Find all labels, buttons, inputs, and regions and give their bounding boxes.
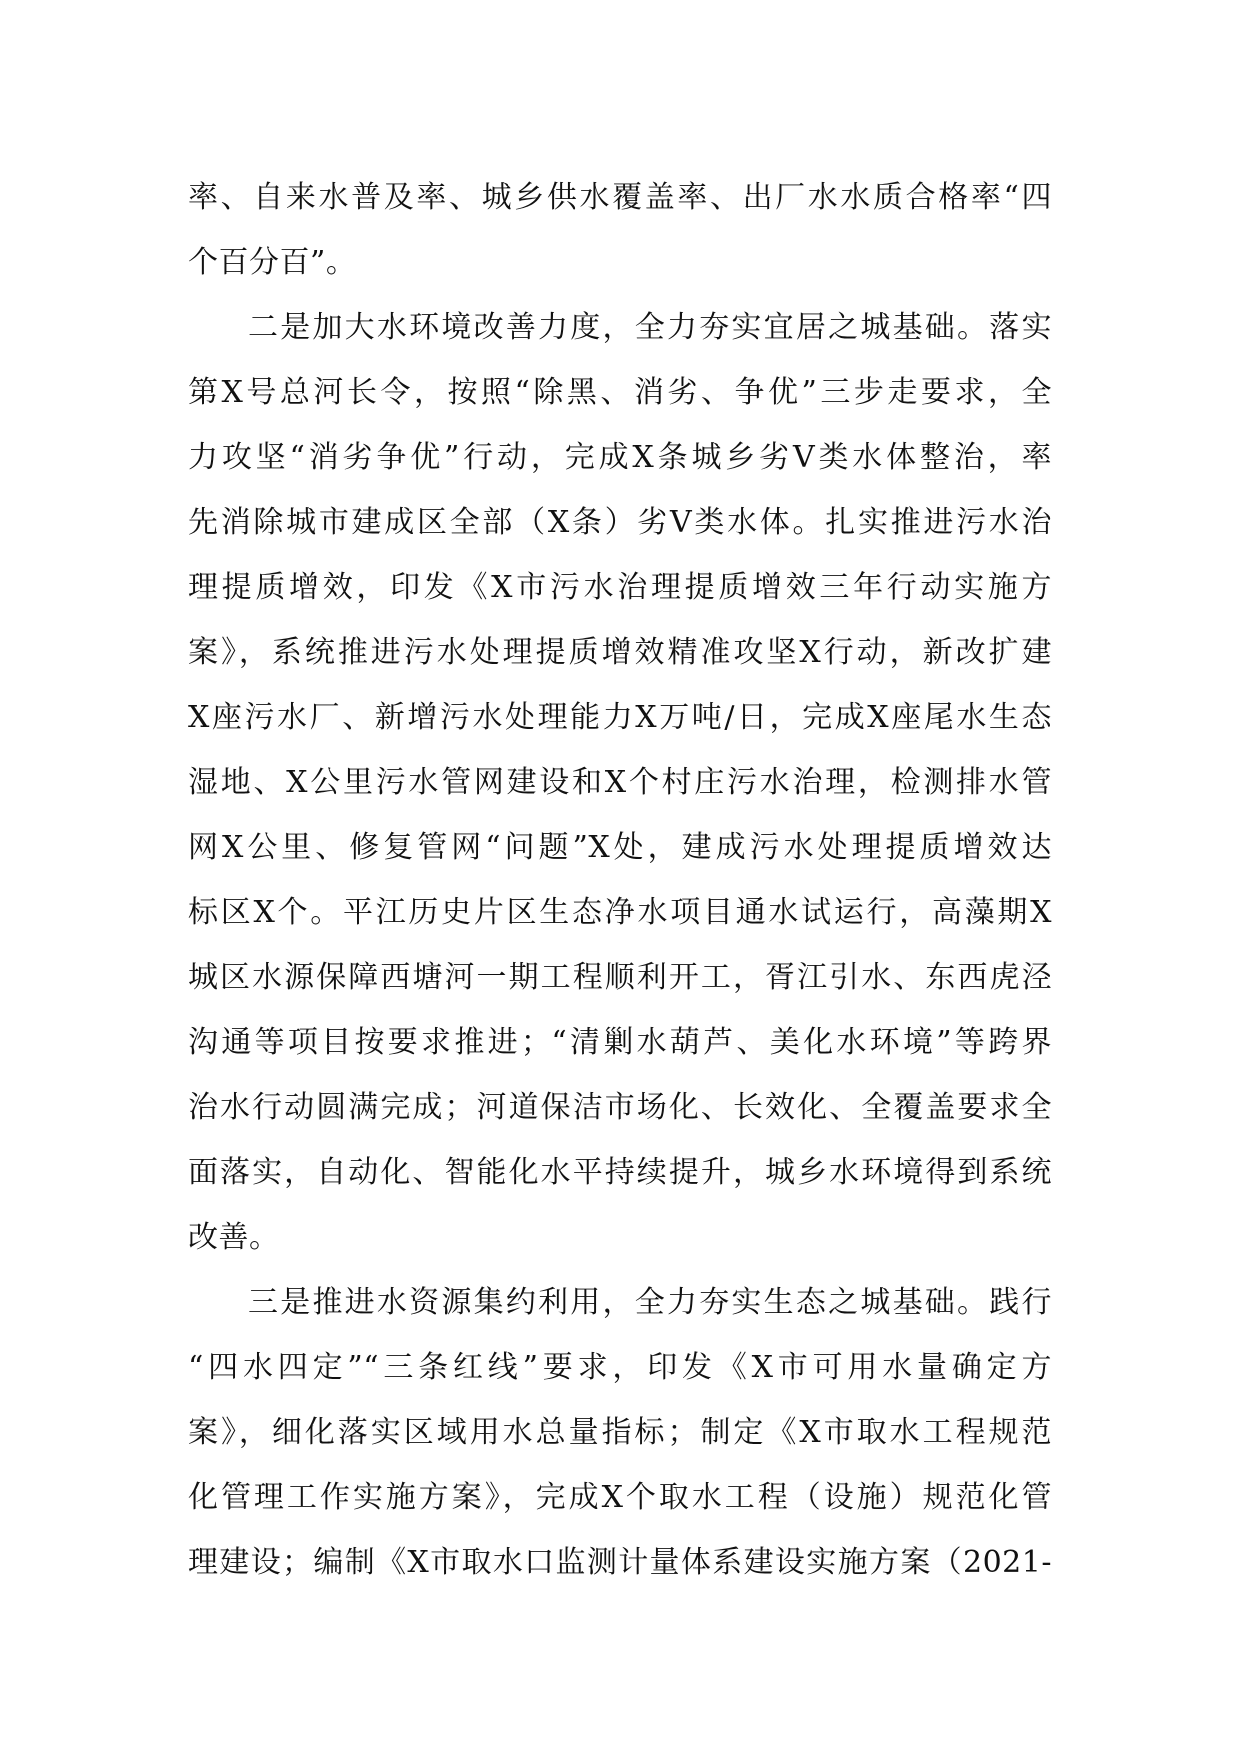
text-line: 标区X个。平江历史片区生态净水项目通水试运行，高藻期X (188, 895, 1052, 930)
text-line: 三是推进水资源集约利用，全力夯实生态之城基础。践行 (248, 1285, 1052, 1320)
paragraph (188, 165, 1052, 295)
text-line: 改善。 (188, 1220, 280, 1255)
text-line: 个百分百”。 (188, 245, 357, 280)
text-line: 网X公里、修复管网“问题”X处，建成污水处理提质增效达 (188, 830, 1052, 865)
text-line: 化管理工作实施方案》，完成X个取水工程（设施）规范化管 (188, 1480, 1052, 1515)
text-line: 二是加大水环境改善力度，全力夯实宜居之城基础。落实 (248, 310, 1052, 345)
text-line: 城区水源保障西塘河一期工程顺利开工，胥江引水、东西虎泾 (188, 960, 1052, 995)
text-line: 理建设；编制《X市取水口监测计量体系建设实施方案（2021- (188, 1545, 1052, 1580)
text-line: 面落实，自动化、智能化水平持续提升，城乡水环境得到系统 (188, 1155, 1052, 1190)
text-line: 率、自来水普及率、城乡供水覆盖率、出厂水水质合格率“四 (188, 180, 1052, 215)
paragraph (188, 1270, 1052, 1595)
text-line: 沟通等项目按要求推进；“清剿水葫芦、美化水环境”等跨界 (188, 1025, 1052, 1060)
text-line: 力攻坚“消劣争优”行动，完成X条城乡劣Ⅴ类水体整治，率 (188, 440, 1052, 475)
text-line: 先消除城市建成区全部（X条）劣Ⅴ类水体。扎实推进污水治 (188, 505, 1052, 540)
text-line: 案》，细化落实区域用水总量指标；制定《X市取水工程规范 (188, 1415, 1052, 1450)
document-body (188, 165, 1052, 1595)
paragraph (188, 295, 1052, 1270)
text-line: 治水行动圆满完成；河道保洁市场化、长效化、全覆盖要求全 (188, 1090, 1052, 1125)
text-line: 第X号总河长令，按照“除黑、消劣、争优”三步走要求，全 (188, 375, 1052, 410)
text-line: 理提质增效，印发《X市污水治理提质增效三年行动实施方 (188, 570, 1052, 605)
text-line: “四水四定”“三条红线”要求，印发《X市可用水量确定方 (188, 1350, 1052, 1385)
text-line: X座污水厂、新增污水处理能力X万吨/日，完成X座尾水生态 (188, 700, 1052, 735)
text-line: 湿地、X公里污水管网建设和X个村庄污水治理，检测排水管 (188, 765, 1052, 800)
text-line: 案》，系统推进污水处理提质增效精准攻坚X行动，新改扩建 (188, 635, 1052, 670)
